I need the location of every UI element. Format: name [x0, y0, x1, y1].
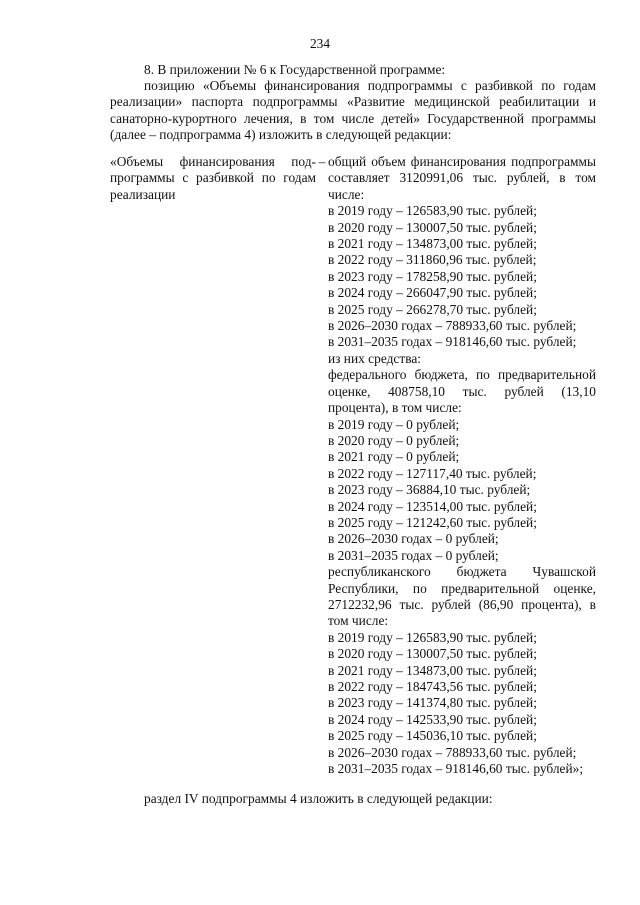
federal-year-line: в 2020 году – 0 рублей; — [328, 432, 460, 448]
republic-year-line: в 2024 году – 142533,90 тыс. рублей; — [328, 711, 537, 727]
closing-paragraph: раздел IV подпрограммы 4 изложить в следующей редакции: — [144, 791, 493, 806]
financing-details — [328, 154, 596, 777]
republic-year-line: в 2020 году – 130007,50 тыс. рублей; — [328, 646, 537, 662]
total-year-line: в 2026–2030 годах – 788933,60 тыс. рублей; — [328, 318, 577, 334]
federal-year-line: в 2026–2030 годах – 0 рублей; — [328, 531, 499, 547]
federal-year-line: в 2021 году – 0 рублей; — [328, 449, 460, 465]
amendment-paragraph: позицию «Объемы финансирования подпрограммы с разбивкой по годам реализации» паспорта подпрограммы «Развитие медицинской реабилитации и санаторно-курортного лечения, в том числе детей» Государственной программы (далее – подпрограмма 4) изложить в следующей редакции: — [110, 78, 596, 143]
republic-year-line: в 2026–2030 годах – 788933,60 тыс. рублей; — [328, 744, 577, 760]
republic-year-line: в 2031–2035 годах – 918146,60 тыс. рублей»; — [328, 761, 584, 777]
republic-year-line: в 2022 году – 184743,56 тыс. рублей; — [328, 679, 537, 694]
page-number: 234 — [309, 36, 331, 51]
total-year-line: в 2031–2035 годах – 918146,60 тыс. рублей; — [328, 334, 577, 350]
total-intro: общий объем финансирования подпрограммы составляет 3120991,06 тыс. рублей, в том числе: — [328, 154, 596, 202]
republic-year-line: в 2019 году – 126583,90 тыс. рублей; — [328, 629, 537, 645]
total-year-line: в 2021 году – 134873,00 тыс. рублей; — [328, 236, 537, 252]
financing-label: «Объемы финансирования под-программы с разбивкой по годам реализации — [110, 154, 316, 202]
republic-intro: республиканского бюджета Чувашской Республики, по предварительной оценке, 2712232,96 тыс. рублей (86,90 процента), в том числе: — [328, 564, 596, 629]
total-year-line: в 2023 году – 178258,90 тыс. рублей; — [328, 268, 537, 284]
federal-intro: федерального бюджета, по предварительной оценке, 408758,10 тыс. рублей (13,10 процента), в том числе: — [328, 367, 596, 416]
table-dash: – — [318, 154, 326, 169]
federal-year-line: в 2019 году – 0 рублей; — [328, 416, 460, 432]
total-year-line: в 2019 году – 126583,90 тыс. рублей; — [328, 203, 537, 219]
federal-year-line: в 2025 году – 121242,60 тыс. рублей; — [328, 514, 537, 530]
total-year-line: в 2025 году – 266278,70 тыс. рублей; — [328, 301, 537, 317]
federal-year-line: в 2023 году – 36884,10 тыс. рублей; — [328, 482, 531, 498]
federal-year-line: в 2022 году – 127117,40 тыс. рублей; — [328, 465, 537, 481]
total-year-line: в 2020 году – 130007,50 тыс. рублей; — [328, 219, 537, 235]
of-them-label: из них средства: — [328, 350, 422, 366]
total-year-line: в 2024 году – 266047,90 тыс. рублей; — [328, 285, 537, 301]
republic-year-line: в 2023 году – 141374,80 тыс. рублей; — [328, 695, 537, 711]
republic-year-line: в 2021 году – 134873,00 тыс. рублей; — [328, 662, 537, 678]
republic-year-line: в 2025 году – 145036,10 тыс. рублей; — [328, 728, 537, 744]
federal-year-line: в 2031–2035 годах – 0 рублей; — [328, 547, 499, 563]
amendment-item: 8. В приложении № 6 к Государственной программе: — [144, 62, 446, 77]
total-year-line: в 2022 году – 311860,96 тыс. рублей; — [328, 252, 537, 268]
federal-year-line: в 2024 году – 123514,00 тыс. рублей; — [328, 498, 537, 514]
